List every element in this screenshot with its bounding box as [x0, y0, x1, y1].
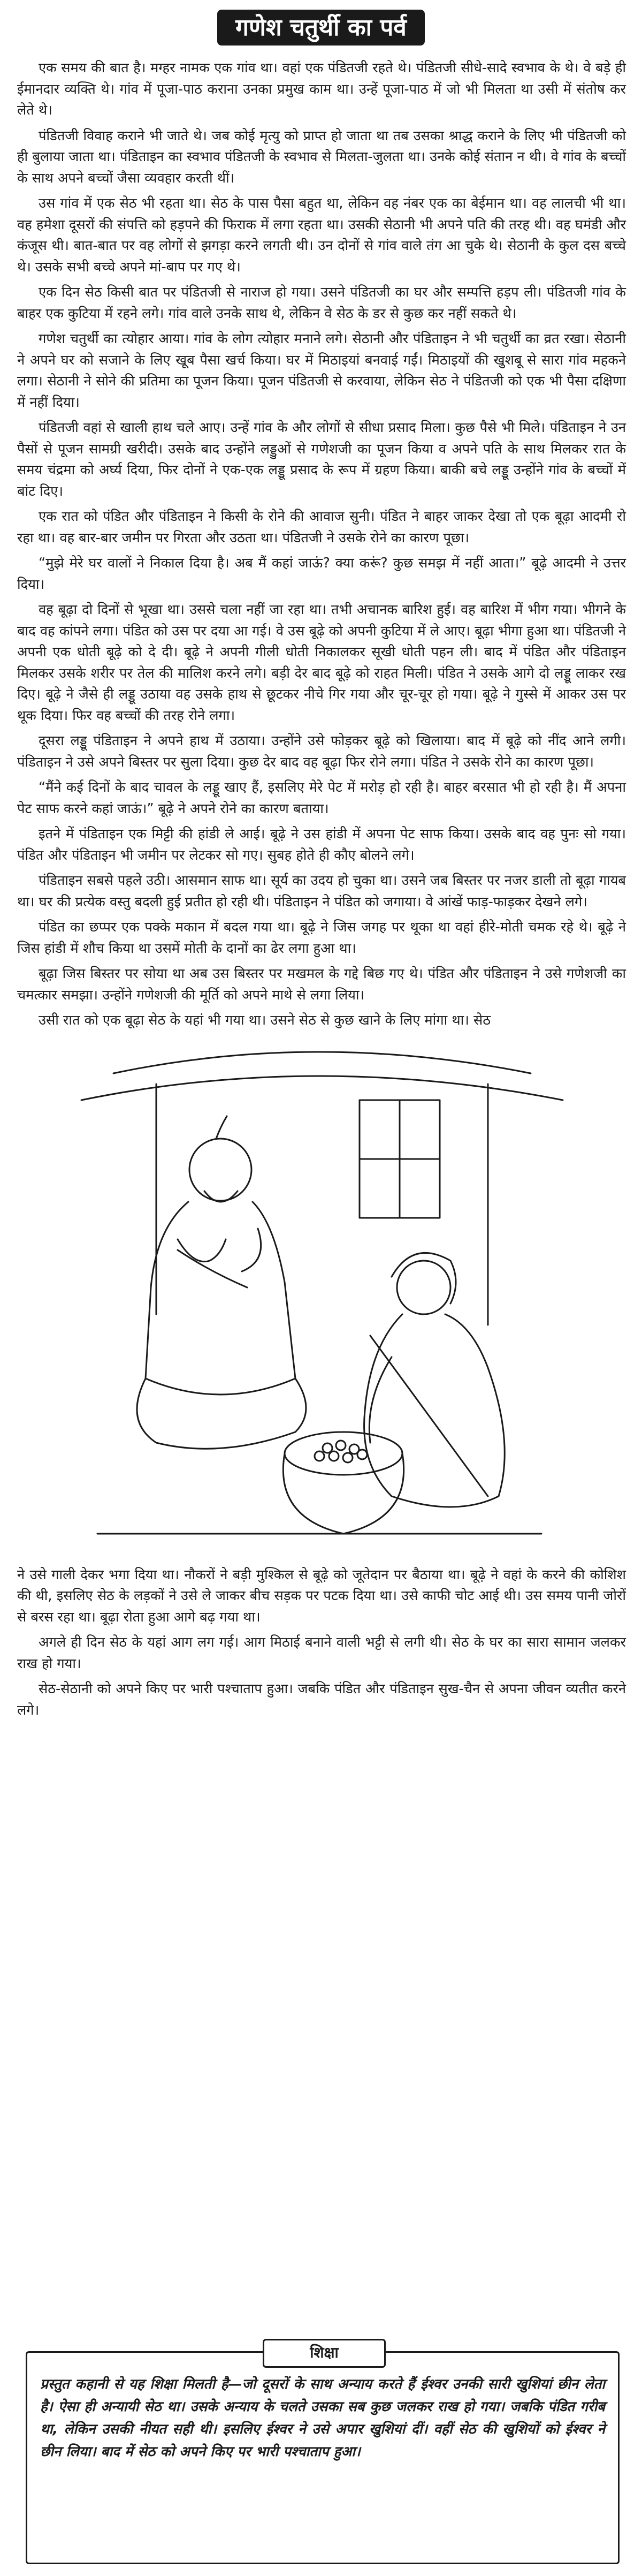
story-paragraph: एक रात को पंडित और पंडिताइन ने किसी के रोने की आवाज सुनी। पंडित ने बाहर जाकर देखा तो एक बूढ़ा आदमी रो रहा था। वह बार-बार जमीन पर गिरता और उठता था। पंडितजी ने उसके रोने का कारण पूछा। [17, 509, 626, 546]
story-paragraph: उस गांव में एक सेठ भी रहता था। सेठ के पास पैसा बहुत था, लेकिन वह नंबर एक का बेईमान था। वह लालची भी था। वह हमेशा दूसरों की संपत्ति को हड़पने की फिराक में लगा रहता था। उसकी सेठानी भी अपने पति की तरह थी। वह घमंडी और कंजूस थी। बात-बात पर वह लोगों से झगड़ा करने लगती थी। उन दोनों से गांव वाले तंग आ चुके थे। सेठानी के कुल दस बच्चे थे। उसके सभी बच्चे अपने मां-बाप पर गए थे। [17, 195, 626, 275]
panditain-saree [364, 1314, 505, 1507]
story-paragraph: सेठ-सेठानी को अपने किए पर भारी पश्चाताप हुआ। जबकि पंडित और पंडिताइन सुख-चैन से अपना जीवन व्यतीत करने लगे। [17, 1681, 626, 1718]
story-paragraph: अगले ही दिन सेठ के यहां आग लग गई। आग मिठाई बनाने वाली भट्टी से लगी थी। सेठ के घर का सारा सामान जलकर राख हो गया। [17, 1634, 626, 1672]
story-paragraph: पंडितजी विवाह कराने भी जाते थे। जब कोई मृत्यु को प्राप्त हो जाता था तब उसका श्राद्ध कराने के लिए भी पंडितजी को ही बुलाया जाता था। पंडिताइन का स्वभाव पंडितजी के स्वभाव से मिलता-जुलता था। उनके कोई संतान न थी। वे गांव के बच्चों के साथ अपने बच्चों जैसा व्यवहार करती थीं। [17, 127, 626, 186]
pandit-figure [137, 1116, 306, 1449]
story-illustration [17, 1036, 626, 1559]
story-paragraph: दूसरा लड्डू पंडिताइन ने अपने हाथ में उठाया। उन्होंने उसे फोड़कर बूढ़े को खिलाया। बाद में बूढ़े को नींद आने लगी। पंडिताइन ने उसे अपने बिस्तर पर सुला दिया। कुछ देर बाद वह बूढ़ा फिर रोने लगा। पंडित ने उसके रोने का कारण पूछा। [17, 733, 626, 770]
moral-heading: शिक्षा [263, 2339, 386, 2368]
pandit-arm-left [178, 1239, 226, 1262]
title-banner [0, 10, 642, 46]
story-paragraph: वह बूढ़ा दो दिनों से भूखा था। उससे चला नहीं जा रहा था। तभी अचानक बारिश हुई। वह बारिश में भीग गया। भीगने के बाद वह कांपने लगा। पंडित को उस पर दया आ गई। वे उस बूढ़े को अपनी कुटिया में ले आए। बूढ़ा भीगा हुआ था। पंडितजी ने अपनी एक धोती बूढ़े को दे दी। बूढ़े ने अपनी गीली धोती निकालकर सूखी धोती पहन ली। बाद में पंडित और पंडिताइन मिलकर उसके शरीर पर तेल की मालिश करने लगे। बड़ी देर बाद बूढ़े को राहत मिली। पंडित ने उसके आगे दो लड्डू लाकर रख दिए। बूढ़े ने जैसे ही लड्डू उठाया वह उसके हाथ से छूटकर नीचे गिर गया और चूर-चूर हो गया। बूढ़े ने गुस्से में आकर उस पर थूक दिया। फिर वह बच्चों की तरह रोने लगा। [17, 602, 626, 724]
story-paragraph: “मैंने कई दिनों के बाद चावल के लड्डू खाए हैं, इसलिए मेरे पेट में मरोड़ हो रही है। बाहर बरसात भी हो रही है। मैं अपना पेट साफ करने कहां जाऊं।” बूढ़े ने अपने रोने का कारण बताया। [17, 779, 626, 817]
illustration-pandit-couple [17, 1036, 626, 1559]
story-paragraph: एक दिन सेठ किसी बात पर पंडितजी से नाराज हो गया। उसने पंडितजी का घर और सम्पत्ति हड़प ली। पंडितजी गांव के बाहर एक कुटिया में रहने लगे। गांव वाले उनके साथ थे, लेकिन वे सेठ के डर से कुछ कर नहीं सकते थे। [17, 284, 626, 322]
pandit-torso [146, 1202, 295, 1395]
story-paragraph: उसी रात को एक बूढ़ा सेठ के यहां भी गया था। उसने सेठ से कुछ खाने के लिए मांगा था। सेठ [39, 1012, 491, 1028]
story-paragraph: इतने में पंडिताइन एक मिट्टी की हांडी ले आई। बूढ़े ने उस हांडी में अपना पेट साफ किया। उसके बाद वह पुनः सो गया। पंडित और पंडिताइन भी जमीन पर लेटकर सो गए। सुबह होते ही कौए बोलने लगे। [17, 826, 626, 863]
pot-of-pearls [283, 1432, 403, 1534]
pandit-arm-right [242, 1229, 261, 1271]
story-paragraph: एक समय की बात है। मग्हर नामक एक गांव था। वहां एक पंडितजी रहते थे। पंडितजी सीधे-सादे स्वभाव के थे। वे बड़े ही ईमानदार व्यक्ति थे। गांव में पूजा-पाठ कराना उनका प्रमुख काम था। उन्हें पूजा-पाठ में जो भी मिलता था उसी में संतोष कर लेते थे। [17, 60, 626, 118]
story-body [17, 58, 626, 1725]
pandit-choti [216, 1116, 227, 1139]
story-paragraph: पंडितजी वहां से खाली हाथ चले आए। उन्हें गांव के और लोगों से सीधा प्रसाद मिला। कुछ पैसे भी मिले। पंडिताइन ने उन पैसों से पूजन सामग्री खरीदी। उसके बाद उन्होंने लड्डुओं से गणेशजी का पूजन किया व अपने पति के साथ मिलकर रात के समय चंद्रमा को अर्घ्य दिया, फिर दोनों ने एक-एक लड्डू प्रसाद के रूप में ग्रहण किया। बाकी बचे लड्डू उन्होंने गांव के बच्चों में बांट दिए। [17, 420, 626, 499]
pandit-dhoti [137, 1378, 306, 1449]
story-paragraph: गणेश चतुर्थी का त्योहार आया। गांव के लोग त्योहार मनाने लगे। सेठानी और पंडिताइन ने भी चतुर्थी का व्रत रखा। सेठानी ने अपने घर को सजाने के लिए खूब पैसा खर्च किया। घर में मिठाइयां बनवाई गईं। मिठाइयों की खुशबू से सारा गांव महकने लगा। सेठानी ने सोने की प्रतिमा का पूजन किया। पूजन पंडितजी से करवाया, लेकिन सेठ ने पंडितजी को एक भी पैसा दक्षिणा में नहीं दिया। [17, 331, 626, 411]
story-paragraph: पंडिताइन सबसे पहले उठी। आसमान साफ था। सूर्य का उदय हो चुका था। उसने जब बिस्तर पर नजर डाली तो बूढ़ा गायब था। घर की प्रत्येक वस्तु बदली हुई प्रतीत हो रही थी। पंडिताइन ने पंडित को जगाया। वे आंखें फाड़-फाड़कर देखने लगे। [17, 873, 626, 910]
moral-box [26, 2344, 620, 2564]
panditain-arm [369, 1357, 392, 1443]
story-paragraph: बूढ़ा जिस बिस्तर पर सोया था अब उस बिस्तर पर मखमल के गद्दे बिछ गए थे। पंडित और पंडिताइन ने उसे गणेशजी का चमत्कार समझा। उन्होंने गणेशजी की मूर्ति को अपने माथे से लगा लिया। [17, 966, 626, 1003]
panditain-pallu [370, 1336, 488, 1496]
moral-text: प्रस्तुत कहानी से यह शिक्षा मिलती है—जो दूसरों के साथ अन्याय करते हैं ईश्वर उनकी सारी खुशियां छीन लेता है। ऐसा ही अन्यायी सेठ था। उसके अन्याय के चलते उसका सब कुछ जलकर राख हो गया। जबकि पंडित गरीब था, लेकिन उसकी नीयत सही थी। इसलिए ईश्वर ने उसे अपार खुशियां दीं। वहीं सेठ की खुशियों को ईश्वर ने छीन लिया। बाद में सेठ को अपने किए पर भारी पश्चाताप हुआ। [40, 2376, 605, 2460]
story-paragraph: “मुझे मेरे घर वालों ने निकाल दिया है। अब मैं कहां जाऊं? क्या करूं? कुछ समझ में नहीं आता।” बूढ़े आदमी ने उत्तर दिया। [17, 555, 626, 593]
thatch-roof-edge [113, 1052, 531, 1073]
story-paragraph: ने उसे गाली देकर भगा दिया था। नौकरों ने बड़ी मुश्किल से बूढ़े को जूतेदान पर बैठाया था। बूढ़े ने वहां के करने की कोशिश की थी, इसलिए सेठ के लड़कों ने उसे ले जाकर बीच सड़क पर पटक दिया था। उसे काफी चोट आई थी। उस समय पानी जोरों से बरस रहा था। बूढ़ा रोता हुआ आगे बढ़ गया था। [17, 1566, 626, 1625]
pandit-sacred-thread [178, 1250, 247, 1287]
story-paragraph: पंडित का छप्पर एक पक्के मकान में बदल गया था। बूढ़े ने जिस जगह पर थूका था वहां हीरे-मोती चमक रहे थे। बूढ़े ने जिस हांडी में शौच किया था उसमें मोती के दानों का ढेर लगा हुआ था। [17, 919, 626, 957]
page-title: गणेश चतुर्थी का पर्व [217, 10, 425, 46]
